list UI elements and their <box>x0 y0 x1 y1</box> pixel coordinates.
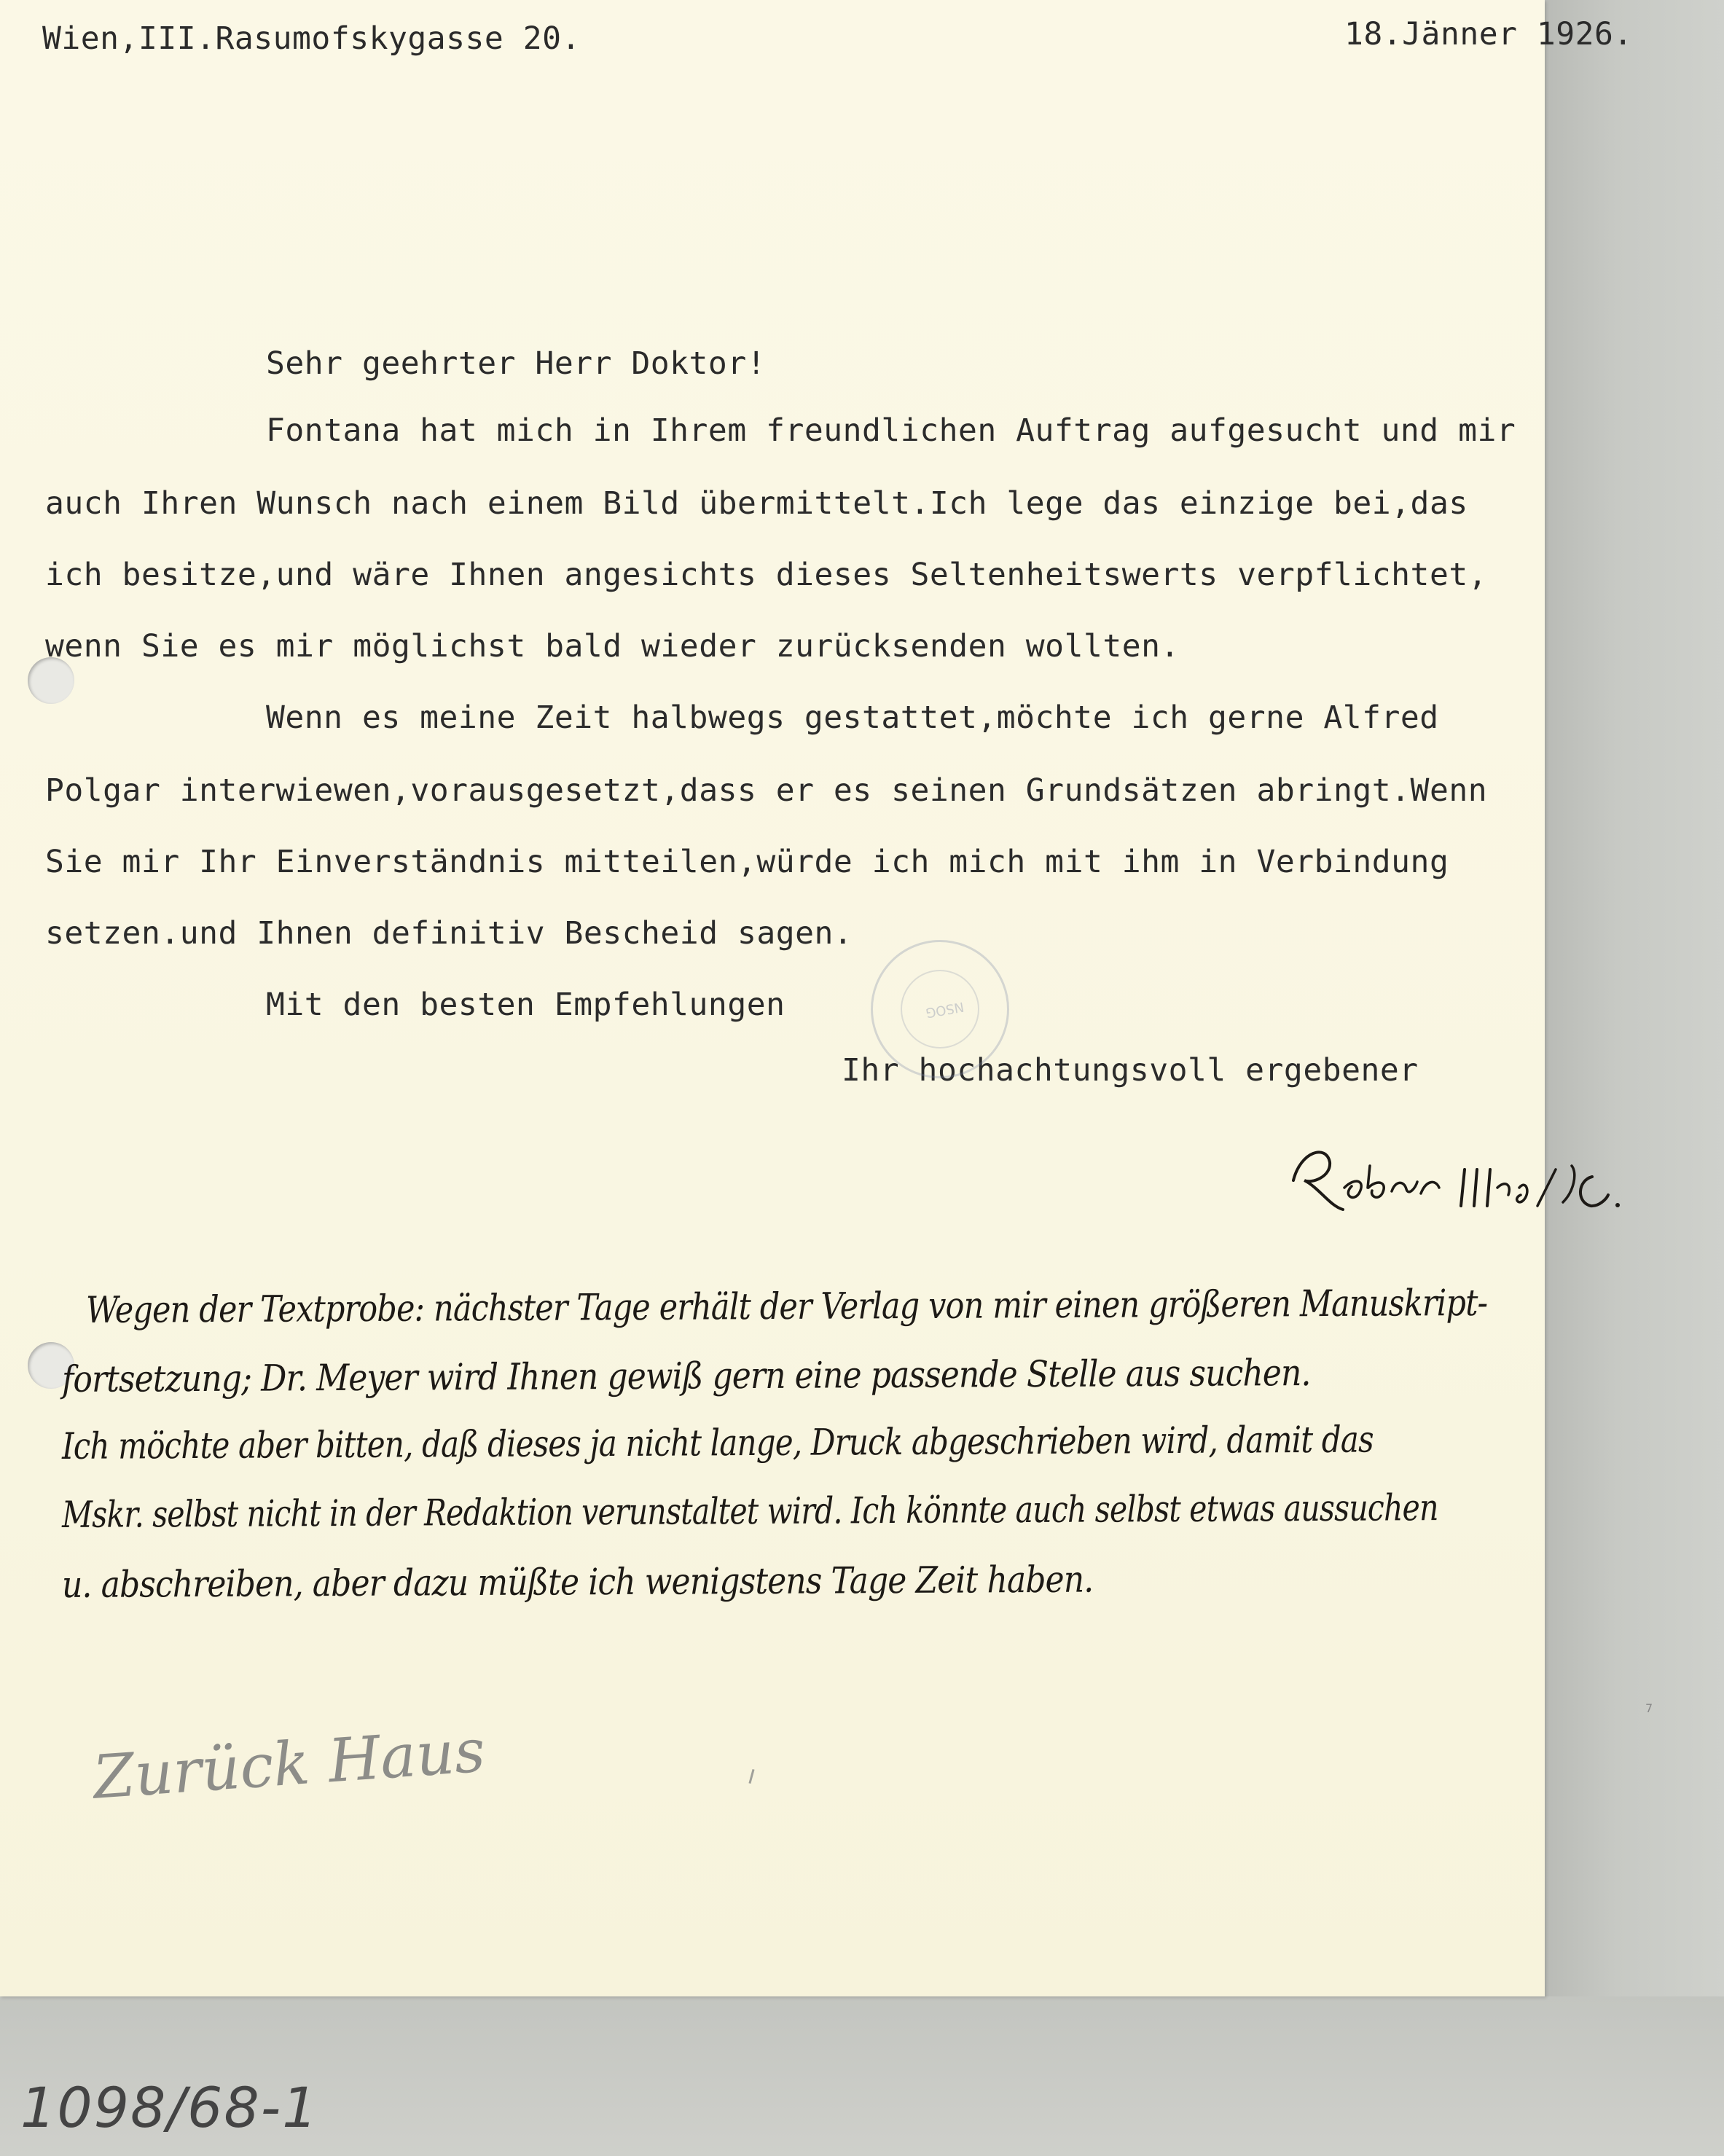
closing-line: Mit den besten Empfehlungen <box>266 987 785 1023</box>
postscript-line-4: Mskr. selbst nicht in der Redaktion verunstaltet wird. Ich könnte auch selbst etwas aussuchen <box>61 1486 1438 1536</box>
body-line-3: ich besitze,und wäre Ihnen angesichts dieses Seltenheitswerts verpflichtet, <box>45 557 1488 593</box>
handwritten-signature <box>1286 1137 1643 1224</box>
sender-address: Wien,III.Rasumofskygasse 20. <box>42 20 581 57</box>
scan-background-right <box>1545 0 1724 2156</box>
postscript-line-2: fortsetzung; Dr. Meyer wird Ihnen gewiß gern eine passende Stelle aus suchen. <box>61 1352 1311 1400</box>
body-line-5: Wenn es meine Zeit halbwegs gestattet,möchte ich gerne Alfred <box>266 699 1439 736</box>
corner-mark: 7 <box>1645 1701 1653 1715</box>
body-line-8: setzen.und Ihnen definitiv Bescheid sagen. <box>45 915 853 952</box>
complimentary-close: Ihr hochachtungsvoll ergebener <box>842 1052 1419 1089</box>
library-stamp <box>871 940 1009 1078</box>
postscript-line-1: Wegen der Textprobe: nächster Tage erhält der Verlag von mir einen größeren Manuskript- <box>85 1281 1488 1331</box>
library-stamp-text: NSOG <box>924 998 965 1021</box>
body-line-1: Fontana hat mich in Ihrem freundlichen Auftrag aufgesucht und mir <box>266 412 1516 449</box>
body-line-6: Polgar interwiewen,vorausgesetzt,dass er es seinen Grundsätzen abringt.Wenn <box>45 772 1488 809</box>
body-line-7: Sie mir Ihr Einverständnis mitteilen,würde ich mich mit ihm in Verbindung <box>45 844 1449 880</box>
postscript-line-5: u. abschreiben, aber dazu müßte ich wenigstens Tage Zeit haben. <box>61 1558 1094 1606</box>
archive-number: 1098/68-1 <box>20 2075 319 2140</box>
body-line-4: wenn Sie es mir möglichst bald wieder zurücksenden wollten. <box>45 628 1180 665</box>
letter-date: 18.Jänner 1926. <box>1344 16 1633 52</box>
pencil-tick-mark <box>748 1769 754 1784</box>
salutation: Sehr geehrter Herr Doktor! <box>266 345 767 382</box>
postscript-line-3: Ich möchte aber bitten, daß dieses ja nicht lange, Druck abgeschrieben wird, damit das <box>61 1418 1374 1467</box>
pencil-note: Zurück Haus <box>90 1716 487 1813</box>
body-line-2: auch Ihren Wunsch nach einem Bild übermittelt.Ich lege das einzige bei,das <box>45 485 1468 522</box>
